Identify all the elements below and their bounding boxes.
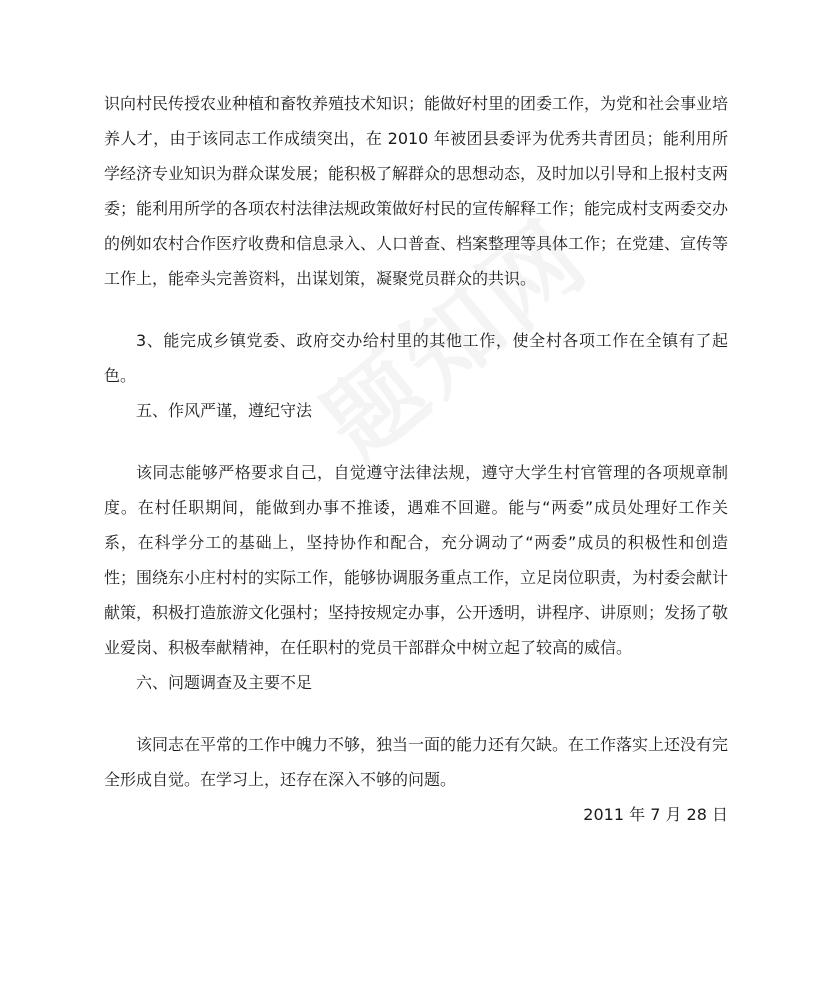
document-body — [104, 86, 728, 832]
section-heading-6: 六、问题调查及主要不足 — [136, 673, 313, 692]
paragraph-conduct: 该同志能够严格要求自己，自觉遵守法律法规，遵守大学生村官管理的各项规章制度。在村任职期间，能做到办事不推诿，遇难不回避。能与“两委”成员处理好工作关系，在科学分工的基础上，坚持协作和配合，充分调动了“两委”成员的积极性和创造性；围绕东小庄村村的实际工作，能够协调服务重点工作，立足岗位职责，为村委会献计献策，积极打造旅游文化强村；坚持按规定办事，公开透明，讲程序、讲原则；发扬了敬业爱岗、积极奉献精神，在任职村的党员干部群众中树立起了较高的威信。 — [104, 463, 729, 657]
paragraph-continuation: 识向村民传授农业种植和畜牧养殖技术知识；能做好村里的团委工作，为党和社会事业培养人才，由于该同志工作成绩突出，在 2010 年被团县委评为优秀共青团员；能利用所学经济专业知识为群众谋发展；能积极了解群众的思想动态，及时加以引导和上报村支两委；能利用所学的各项农村法律法规政策做好村民的宣传解释工作；能完成村支两委交办的例如农村合作医疗收费和信息录入、人口普查、档案整理等具体工作；在党建、宣传等工作上，能牵头完善资料，出谋划策，凝聚党员群众的共识。 — [104, 94, 729, 288]
paragraph-item-3: 3、能完成乡镇党委、政府交办给村里的其他工作，使全村各项工作在全镇有了起色。 — [104, 331, 728, 385]
paragraph-shortcomings: 该同志在平常的工作中魄力不够，独当一面的能力还有欠缺。在工作落实上还没有完全形成自觉。在学习上，还存在深入不够的问题。 — [104, 735, 729, 789]
section-heading-5: 五、作风严谨，遵纪守法 — [136, 401, 313, 420]
document-date: 2011 年 7 月 28 日 — [583, 805, 728, 824]
